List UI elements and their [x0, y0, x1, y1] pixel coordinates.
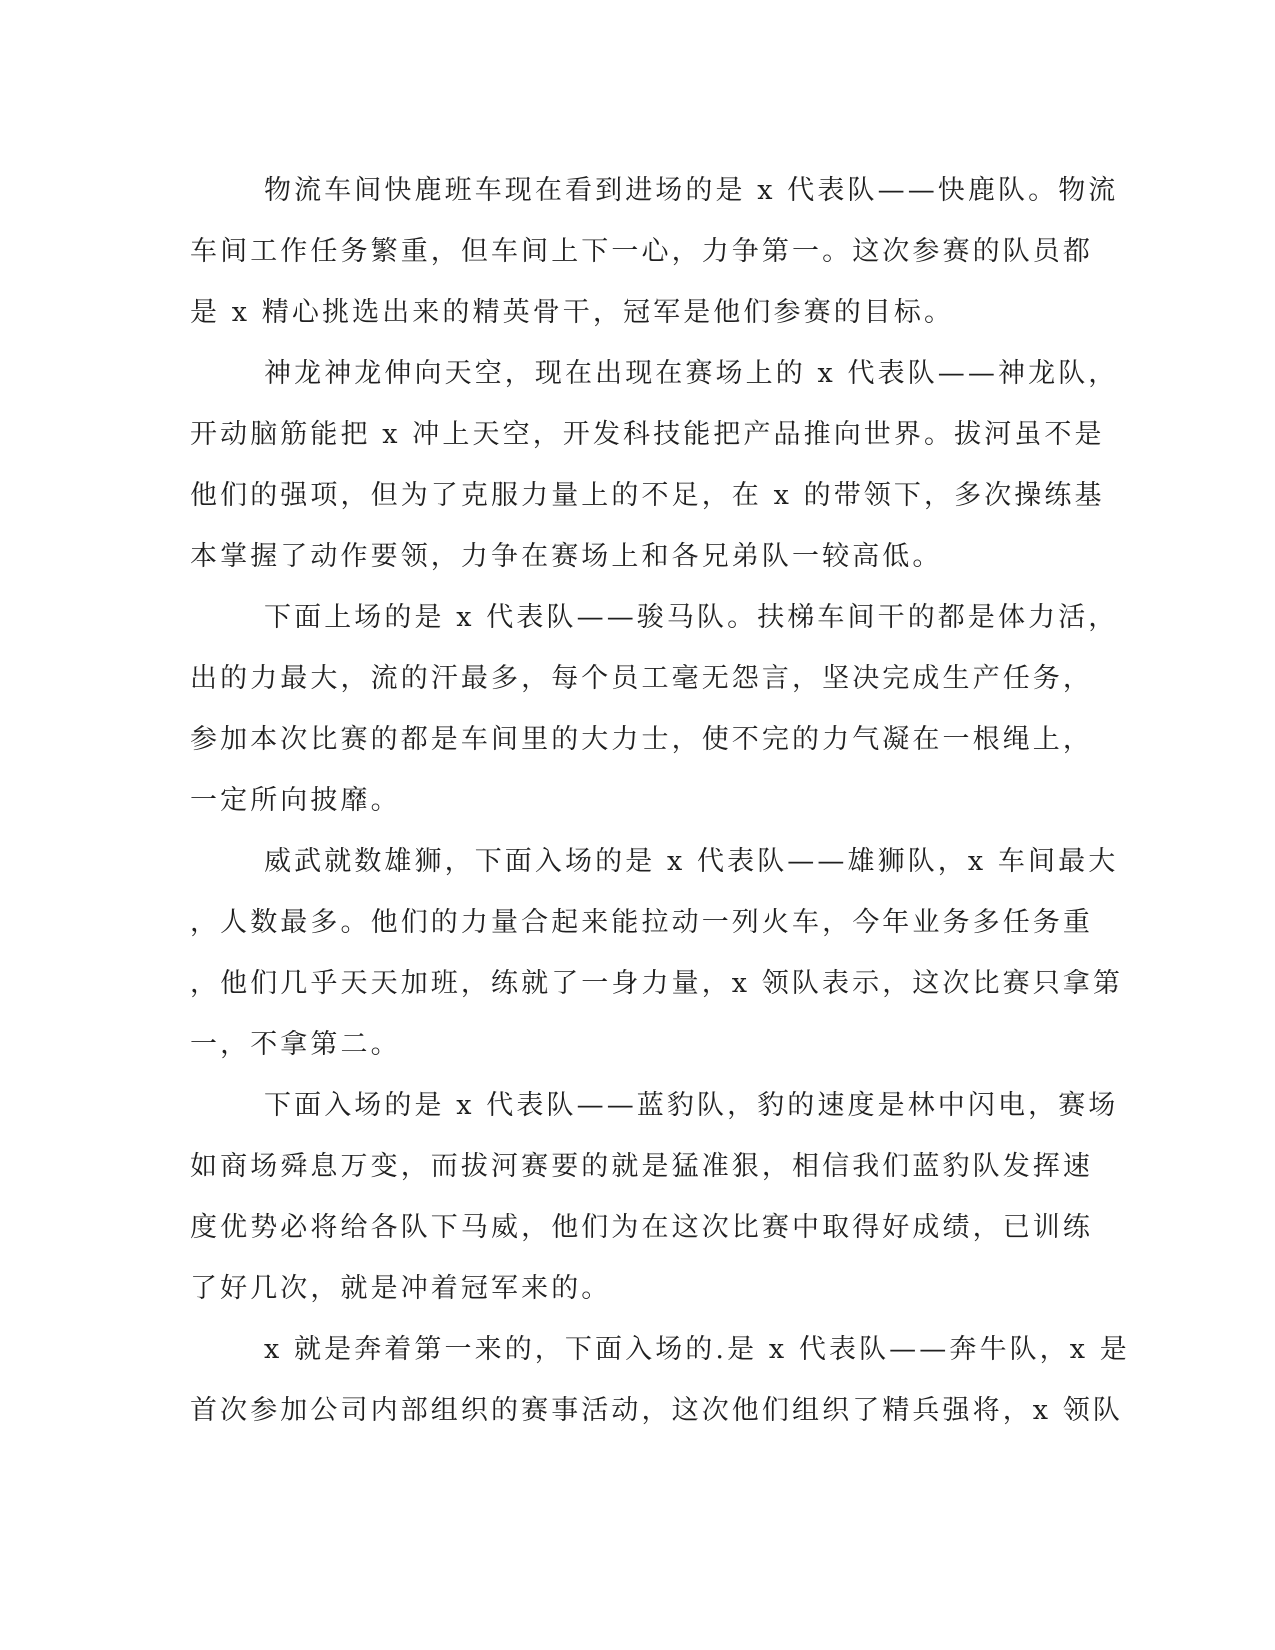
paragraph-line: ，他们几乎天天加班，练就了一身力量，x 领队表示，这次比赛只拿第: [190, 968, 1124, 999]
paragraph-line: 了好几次，就是冲着冠军来的。: [190, 1273, 612, 1304]
paragraph-line: 他们的强项，但为了克服力量上的不足，在 x 的带领下，多次操练基: [190, 480, 1105, 511]
paragraph-line: 出的力最大，流的汗最多，每个员工毫无怨言，坚决完成生产任务，: [190, 663, 1093, 694]
paragraph-line: 威武就数雄狮，下面入场的是 x 代表队——雄狮队，x 车间最大: [264, 846, 1119, 877]
paragraph-line: 如商场舜息万变，而拔河赛要的就是猛准狠，相信我们蓝豹队发挥速: [190, 1151, 1093, 1182]
paragraph-line: x 就是奔着第一来的，下面入场的.是 x 代表队——奔牛队，x 是: [264, 1334, 1130, 1365]
paragraph-line: 下面入场的是 x 代表队——蓝豹队，豹的速度是林中闪电，赛场: [264, 1090, 1119, 1121]
paragraph-line: 开动脑筋能把 x 冲上天空，开发科技能把产品推向世界。拔河虽不是: [190, 419, 1105, 450]
paragraph-line: 车间工作任务繁重，但车间上下一心，力争第一。这次参赛的队员都: [190, 236, 1093, 267]
document-body: [190, 160, 1130, 1441]
paragraph-line: 参加本次比赛的都是车间里的大力士，使不完的力气凝在一根绳上，: [190, 724, 1093, 755]
paragraph-line: 一，不拿第二。: [190, 1029, 401, 1060]
paragraph-line: ，人数最多。他们的力量合起来能拉动一列火车，今年业务多任务重: [190, 907, 1093, 938]
paragraph-line: 首次参加公司内部组织的赛事活动，这次他们组织了精兵强将，x 领队: [190, 1395, 1124, 1426]
paragraph-line: 下面上场的是 x 代表队——骏马队。扶梯车间干的都是体力活，: [264, 602, 1119, 633]
paragraph-line: 度优势必将给各队下马威，他们为在这次比赛中取得好成绩，已训练: [190, 1212, 1093, 1243]
paragraph-line: 本掌握了动作要领，力争在赛场上和各兄弟队一较高低。: [190, 541, 943, 572]
paragraph-line: 物流车间快鹿班车现在看到进场的是 x 代表队——快鹿队。物流: [264, 175, 1119, 206]
paragraph-line: 是 x 精心挑选出来的精英骨干，冠军是他们参赛的目标。: [190, 297, 955, 328]
paragraph-line: 一定所向披靡。: [190, 785, 401, 816]
paragraph-line: 神龙神龙伸向天空，现在出现在赛场上的 x 代表队——神龙队，: [264, 358, 1119, 389]
